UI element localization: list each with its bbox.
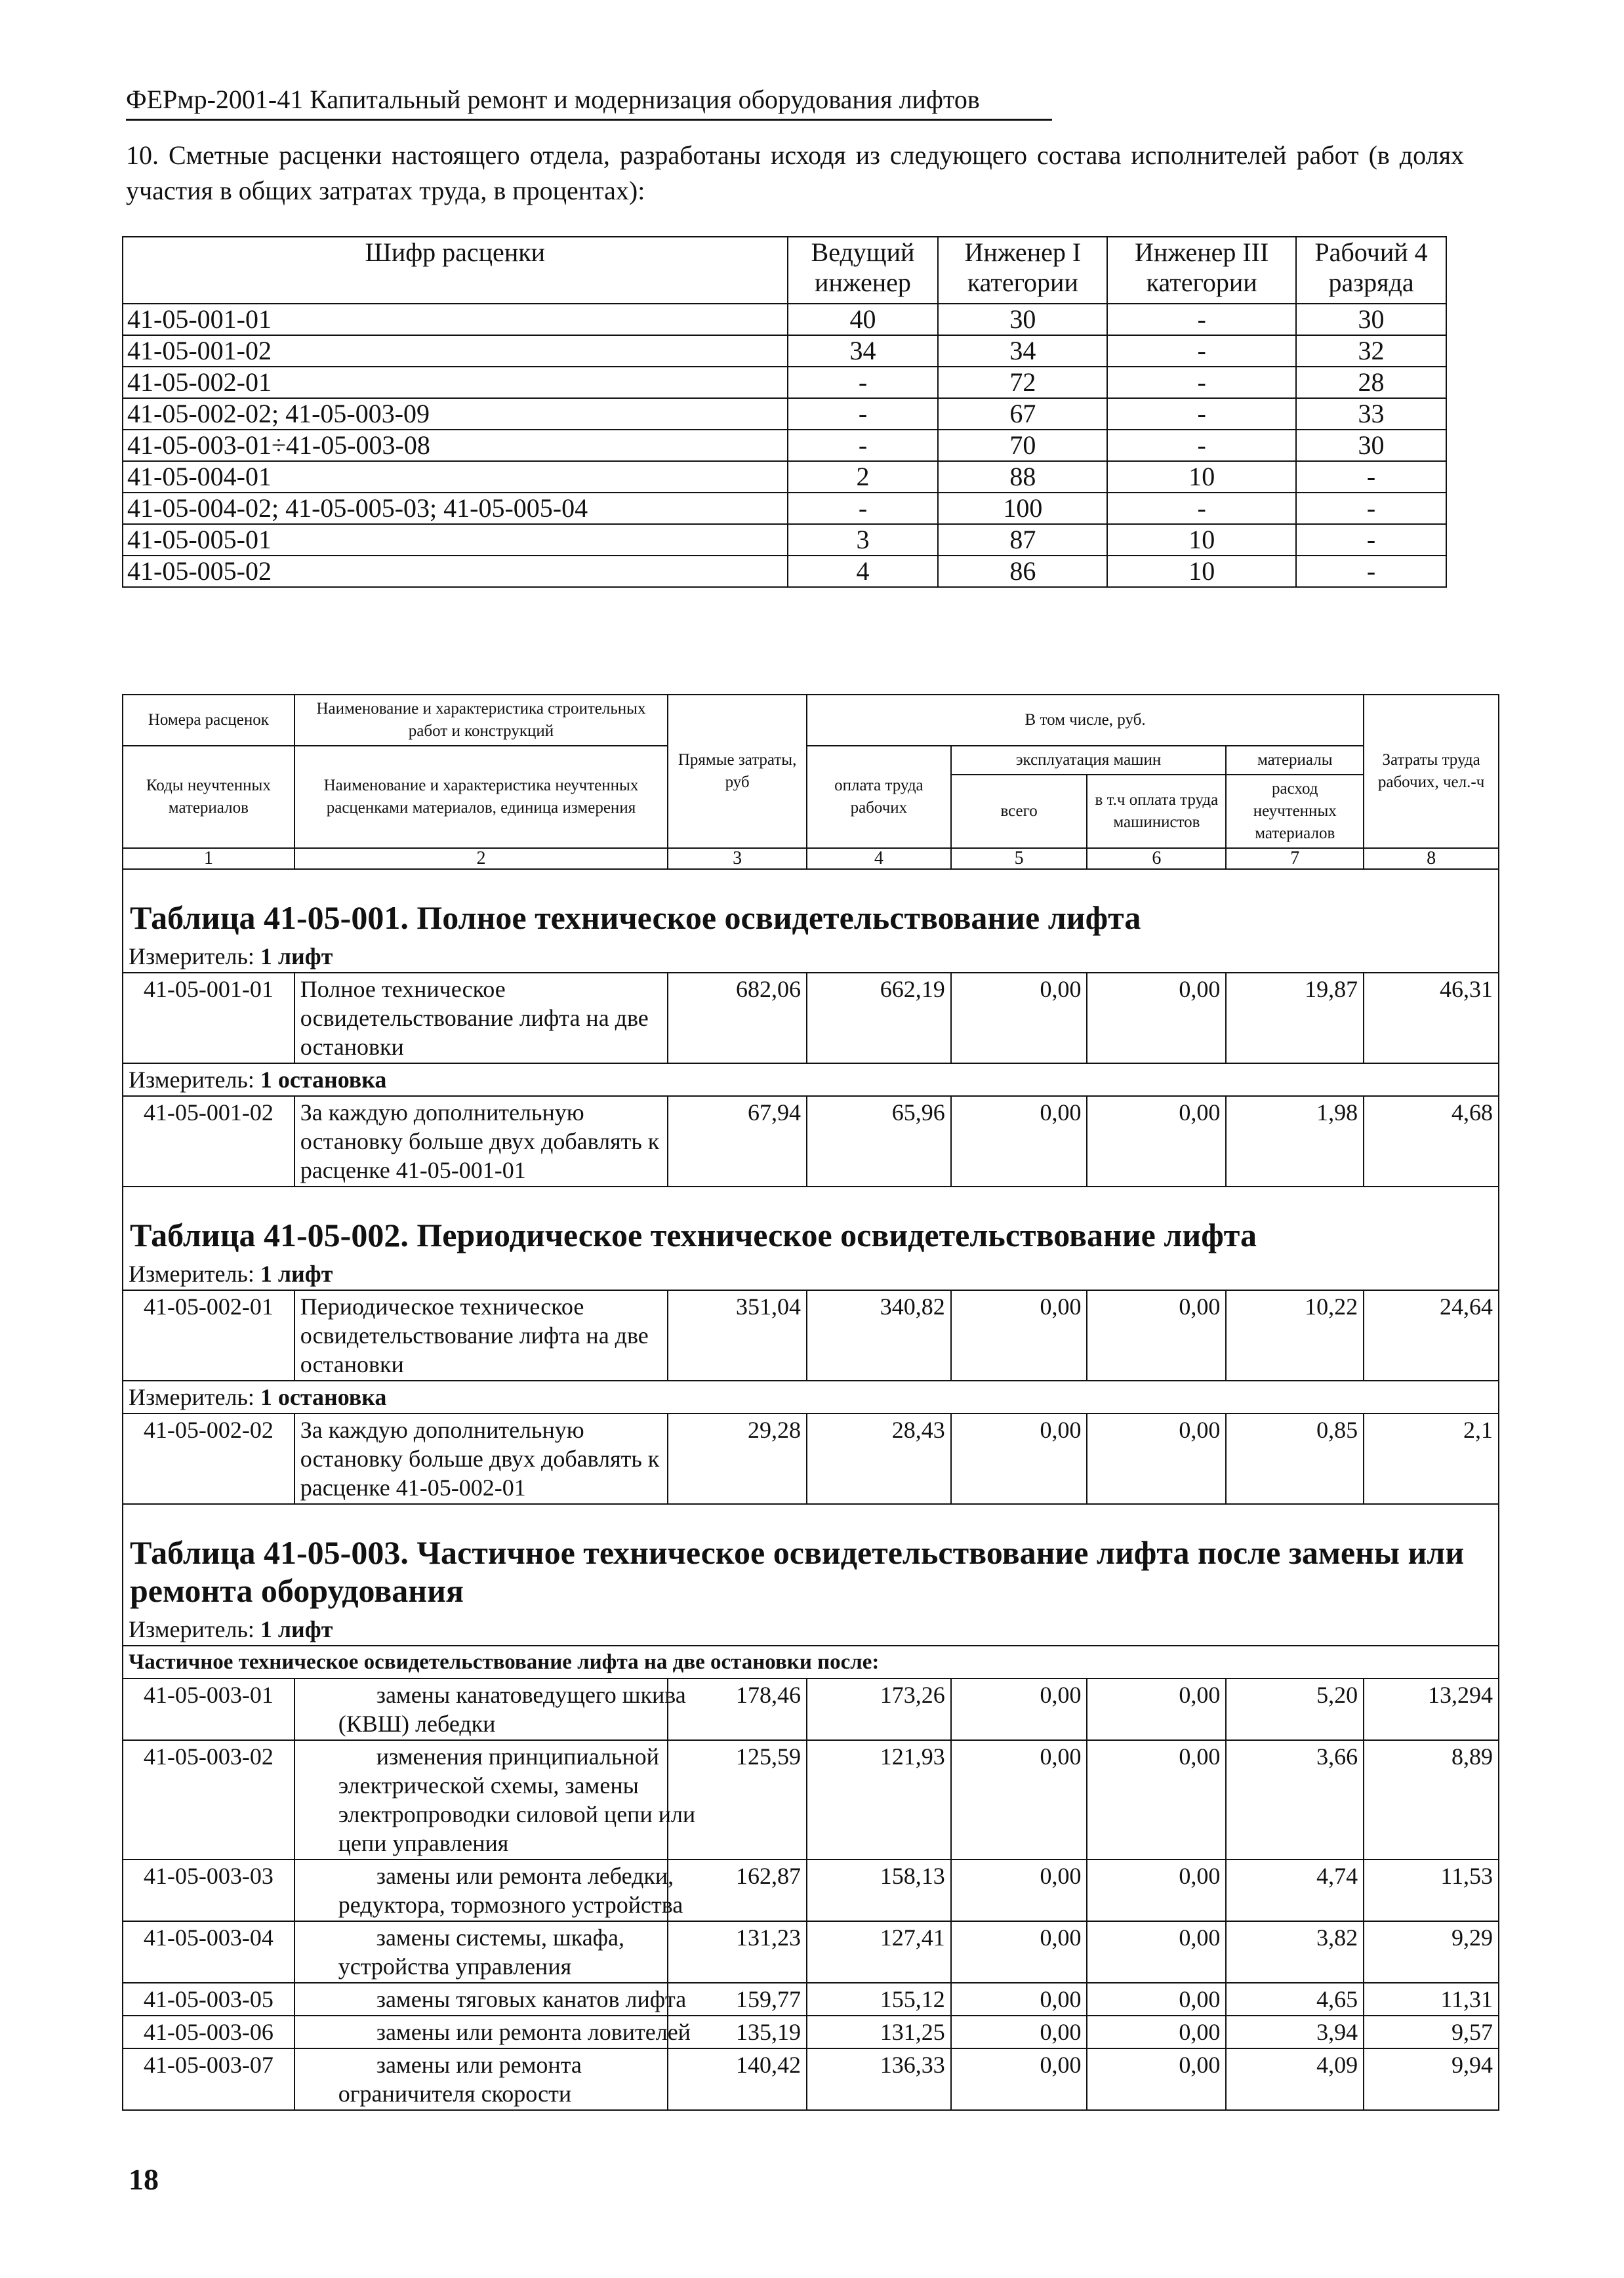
table-row [123, 1096, 1499, 1187]
value-cell-c8: 9,94 [1364, 2048, 1499, 2110]
value-cell-c5: 0,00 [951, 1414, 1087, 1504]
share-cell: 2 [788, 461, 939, 493]
value-cell-c7: 1,98 [1226, 1096, 1364, 1187]
value-cell-c7: 0,85 [1226, 1414, 1364, 1504]
rate-code-cell: 41-05-003-02 [123, 1740, 294, 1860]
column-number: 5 [951, 848, 1087, 869]
table-title: Таблица 41-05-002. Периодическое техническое освидетельствование лифта [123, 1187, 1499, 1258]
work-name-cell [294, 1921, 668, 1983]
rate-code-cell: 41-05-001-02 [123, 1096, 294, 1187]
work-name-text: замены канатоведущего шкива (КВШ) лебедки [338, 1682, 686, 1737]
value-cell-c5: 0,00 [951, 1983, 1087, 2016]
table-title-row [123, 1504, 1499, 1614]
column-number-row [123, 848, 1499, 869]
value-cell-c6: 0,00 [1087, 1290, 1226, 1381]
column-number: 2 [294, 848, 668, 869]
value-cell-c5: 0,00 [951, 1290, 1087, 1381]
measure-row [123, 1614, 1499, 1646]
measure-row [123, 1258, 1499, 1290]
measure-row [123, 941, 1499, 973]
header-machinists-pay: в т.ч оплата труда машинистов [1087, 775, 1226, 848]
share-cell: - [1296, 524, 1446, 556]
value-cell-c6: 0,00 [1087, 1983, 1226, 2016]
rate-code-cell: 41-05-002-01 [123, 367, 788, 398]
rate-code-cell: 41-05-003-04 [123, 1921, 294, 1983]
header-name-materials: Наименование и характеристика неучтенных расценками материалов, единица измерения [294, 746, 668, 848]
value-cell-c7: 4,09 [1226, 2048, 1364, 2110]
value-cell-c5: 0,00 [951, 2016, 1087, 2048]
rate-code-cell: 41-05-003-07 [123, 2048, 294, 2110]
share-cell: 30 [938, 304, 1107, 335]
rate-code-cell: 41-05-002-02; 41-05-003-09 [123, 398, 788, 430]
rate-code-cell: 41-05-002-02 [123, 1414, 294, 1504]
value-cell-c8: 9,57 [1364, 2016, 1499, 2048]
shares-header-cell: Инженер I категории [938, 237, 1107, 304]
value-cell-c8: 11,31 [1364, 1983, 1499, 2016]
header-including: В том числе, руб. [807, 695, 1364, 746]
value-cell-c7: 3,82 [1226, 1921, 1364, 1983]
rate-code-cell: 41-05-005-01 [123, 524, 788, 556]
column-number: 7 [1226, 848, 1364, 869]
work-name-cell [294, 973, 668, 1063]
value-cell-c6: 0,00 [1087, 1678, 1226, 1740]
rate-code-cell: 41-05-003-03 [123, 1860, 294, 1921]
work-name-cell [294, 1290, 668, 1381]
value-cell-c3: 125,59 [668, 1740, 807, 1860]
column-number: 6 [1087, 848, 1226, 869]
value-cell-c8: 13,294 [1364, 1678, 1499, 1740]
work-name-cell [294, 1414, 668, 1504]
value-cell-c3: 140,42 [668, 2048, 807, 2110]
value-cell-c8: 46,31 [1364, 973, 1499, 1063]
value-cell-c6: 0,00 [1087, 1860, 1226, 1921]
header-rule [126, 119, 1052, 121]
value-cell-c5: 0,00 [951, 1921, 1087, 1983]
table-title: Таблица 41-05-003. Частичное техническое освидетельствование лифта после замены или ремонта оборудования [123, 1504, 1499, 1614]
page-number: 18 [129, 2163, 159, 2196]
work-name-text: За каждую дополнительную остановку больше двух добавлять к расценке 41-05-002-01 [300, 1417, 660, 1501]
rate-code-cell: 41-05-001-01 [123, 973, 294, 1063]
header-machines-total: всего [951, 775, 1087, 848]
shares-header-cell: Ведущий инженер [788, 237, 939, 304]
share-cell: 100 [938, 493, 1107, 524]
value-cell-c8: 8,89 [1364, 1740, 1499, 1860]
running-header: ФЕРмр-2001-41 Капитальный ремонт и модернизация оборудования лифтов [126, 85, 980, 114]
header-labor-pay: оплата труда рабочих [807, 746, 951, 848]
shares-row [123, 304, 1446, 335]
value-cell-c6: 0,00 [1087, 2016, 1226, 2048]
value-cell-c3: 682,06 [668, 973, 807, 1063]
value-cell-c5: 0,00 [951, 1096, 1087, 1187]
rate-code-cell: 41-05-001-01 [123, 304, 788, 335]
measure-label: Измеритель: [129, 1384, 254, 1410]
work-name-cell [294, 2048, 668, 2110]
rate-code-cell: 41-05-004-01 [123, 461, 788, 493]
share-cell: - [1107, 335, 1296, 367]
share-cell: - [1107, 398, 1296, 430]
shares-header-cell: Шифр расценки [123, 237, 788, 304]
rates-table [122, 694, 1499, 2111]
header-codes: Коды неучтенных материалов [123, 746, 294, 848]
measure-label: Измеритель: [129, 1616, 254, 1642]
work-name-text: За каждую дополнительную остановку больше двух добавлять к расценке 41-05-001-01 [300, 1099, 660, 1183]
table-row [123, 1921, 1499, 1983]
work-name-text: Периодическое техническое освидетельствование лифта на две остановки [300, 1293, 649, 1377]
share-cell: 10 [1107, 556, 1296, 587]
rate-code-cell: 41-05-005-02 [123, 556, 788, 587]
column-number: 1 [123, 848, 294, 869]
table-row [123, 1983, 1499, 2016]
value-cell-c8: 2,1 [1364, 1414, 1499, 1504]
rates-body [123, 869, 1499, 2110]
work-name-cell [294, 1678, 686, 1740]
share-cell: - [1107, 493, 1296, 524]
measure-cell [123, 1381, 1499, 1414]
shares-row [123, 398, 1446, 430]
table-title: Таблица 41-05-001. Полное техническое освидетельствование лифта [123, 869, 1499, 941]
column-number: 4 [807, 848, 951, 869]
header-numbers: Номера расценок [123, 695, 294, 746]
table-row [123, 1290, 1499, 1381]
work-name-text: замены тяговых канатов лифта [376, 1986, 687, 2012]
value-cell-c7: 19,87 [1226, 973, 1364, 1063]
measure-label: Измеритель: [129, 943, 254, 969]
share-cell: 70 [938, 430, 1107, 461]
share-cell: - [1296, 461, 1446, 493]
share-cell: 34 [938, 335, 1107, 367]
value-cell-c4: 131,25 [807, 2016, 951, 2048]
rates-header-row-1 [123, 695, 1499, 746]
value-cell-c4: 173,26 [807, 1678, 951, 1740]
header-materials: материалы [1226, 746, 1364, 775]
measure-label: Измеритель: [129, 1261, 254, 1287]
table-title-row [123, 869, 1499, 941]
share-cell: 86 [938, 556, 1107, 587]
work-name-text: изменения принципиальной электрической схемы, замены электропроводки силовой цепи или цепи управления [338, 1743, 696, 1856]
share-cell: 87 [938, 524, 1107, 556]
value-cell-c6: 0,00 [1087, 1096, 1226, 1187]
value-cell-c3: 159,77 [668, 1983, 807, 2016]
shares-row [123, 556, 1446, 587]
table-row [123, 1860, 1499, 1921]
value-cell-c4: 136,33 [807, 2048, 951, 2110]
work-name-cell [294, 1096, 668, 1187]
share-cell: 28 [1296, 367, 1446, 398]
value-cell-c7: 3,94 [1226, 2016, 1364, 2048]
shares-header-row [123, 237, 1446, 304]
share-cell: 34 [788, 335, 939, 367]
column-number: 3 [668, 848, 807, 869]
work-name-cell [294, 1740, 696, 1860]
share-cell: - [1296, 556, 1446, 587]
header-machines: эксплуатация машин [951, 746, 1227, 775]
share-cell: - [788, 493, 939, 524]
share-cell: - [1296, 493, 1446, 524]
share-cell: 30 [1296, 304, 1446, 335]
table-row [123, 1740, 1499, 1860]
value-cell-c8: 24,64 [1364, 1290, 1499, 1381]
share-cell: 67 [938, 398, 1107, 430]
shares-body [123, 304, 1446, 587]
value-cell-c3: 135,19 [668, 2016, 807, 2048]
value-cell-c4: 662,19 [807, 973, 951, 1063]
work-name-text: замены или ремонта лебедки, редуктора, тормозного устройства [338, 1863, 683, 1918]
share-cell: 40 [788, 304, 939, 335]
value-cell-c6: 0,00 [1087, 2048, 1226, 2110]
work-name-cell [294, 1983, 687, 2016]
measure-unit: 1 остановка [260, 1384, 387, 1410]
table-row [123, 1678, 1499, 1740]
table-row [123, 973, 1499, 1063]
measure-cell [123, 941, 1499, 973]
measure-cell [123, 1063, 1499, 1096]
shares-row [123, 524, 1446, 556]
value-cell-c7: 10,22 [1226, 1290, 1364, 1381]
share-cell: - [788, 430, 939, 461]
subheader-text: Частичное техническое освидетельствование лифта на две остановки после: [123, 1646, 1499, 1678]
value-cell-c6: 0,00 [1087, 1740, 1226, 1860]
value-cell-c4: 28,43 [807, 1414, 951, 1504]
share-cell: 3 [788, 524, 939, 556]
value-cell-c6: 0,00 [1087, 1921, 1226, 1983]
measure-cell [123, 1258, 1499, 1290]
value-cell-c4: 155,12 [807, 1983, 951, 2016]
value-cell-c3: 162,87 [668, 1860, 807, 1921]
rate-code-cell: 41-05-003-05 [123, 1983, 294, 2016]
measure-unit: 1 лифт [260, 1261, 333, 1287]
work-name-text: замены системы, шкафа, устройства управления [338, 1924, 624, 1980]
rate-code-cell: 41-05-003-01 [123, 1678, 294, 1740]
subheader-row [123, 1646, 1499, 1678]
shares-row [123, 367, 1446, 398]
rate-code-cell: 41-05-004-02; 41-05-005-03; 41-05-005-04 [123, 493, 788, 524]
intro-paragraph: 10. Сметные расценки настоящего отдела, разработаны исходя из следующего состава исполнителей работ (в долях участия в общих затратах труда, в процентах): [126, 140, 1464, 205]
value-cell-c3: 67,94 [668, 1096, 807, 1187]
work-name-cell [294, 2016, 691, 2048]
rate-code-cell: 41-05-002-01 [123, 1290, 294, 1381]
shares-header-cell: Рабочий 4 разряда [1296, 237, 1446, 304]
rate-code-cell: 41-05-003-01÷41-05-003-08 [123, 430, 788, 461]
value-cell-c6: 0,00 [1087, 973, 1226, 1063]
share-cell: 32 [1296, 335, 1446, 367]
work-name-text: замены или ремонта ограничителя скорости [338, 2052, 582, 2107]
value-cell-c7: 4,74 [1226, 1860, 1364, 1921]
rates-header-row-2 [123, 746, 1499, 775]
rate-code-cell: 41-05-001-02 [123, 335, 788, 367]
value-cell-c7: 5,20 [1226, 1678, 1364, 1740]
value-cell-c5: 0,00 [951, 2048, 1087, 2110]
value-cell-c3: 351,04 [668, 1290, 807, 1381]
measure-row [123, 1063, 1499, 1096]
shares-row [123, 493, 1446, 524]
value-cell-c4: 340,82 [807, 1290, 951, 1381]
value-cell-c3: 178,46 [668, 1678, 807, 1740]
header-labor-costs: Затраты труда рабочих, чел.-ч [1364, 695, 1499, 848]
table-row [123, 2048, 1499, 2110]
share-cell: - [1107, 430, 1296, 461]
table-row [123, 1414, 1499, 1504]
value-cell-c4: 121,93 [807, 1740, 951, 1860]
share-cell: - [1107, 367, 1296, 398]
value-cell-c4: 65,96 [807, 1096, 951, 1187]
value-cell-c3: 131,23 [668, 1921, 807, 1983]
table-row [123, 2016, 1499, 2048]
header-material-cost: расход неучтенных материалов [1226, 775, 1364, 848]
value-cell-c8: 11,53 [1364, 1860, 1499, 1921]
value-cell-c5: 0,00 [951, 1678, 1087, 1740]
share-cell: - [1107, 304, 1296, 335]
rate-code-cell: 41-05-003-06 [123, 2016, 294, 2048]
share-cell: 72 [938, 367, 1107, 398]
value-cell-c5: 0,00 [951, 1860, 1087, 1921]
value-cell-c5: 0,00 [951, 973, 1087, 1063]
value-cell-c8: 9,29 [1364, 1921, 1499, 1983]
share-cell: 33 [1296, 398, 1446, 430]
value-cell-c6: 0,00 [1087, 1414, 1226, 1504]
share-cell: 10 [1107, 524, 1296, 556]
share-cell: - [788, 398, 939, 430]
value-cell-c8: 4,68 [1364, 1096, 1499, 1187]
shares-row [123, 461, 1446, 493]
work-name-text: Полное техническое освидетельствование лифта на две остановки [300, 976, 649, 1060]
value-cell-c4: 127,41 [807, 1921, 951, 1983]
executors-share-table [122, 236, 1447, 588]
value-cell-c3: 29,28 [668, 1414, 807, 1504]
value-cell-c7: 3,66 [1226, 1740, 1364, 1860]
shares-header-cell: Инженер III категории [1107, 237, 1296, 304]
work-name-cell [294, 1860, 683, 1921]
measure-unit: 1 лифт [260, 943, 333, 969]
measure-label: Измеритель: [129, 1067, 254, 1093]
measure-unit: 1 остановка [260, 1067, 387, 1093]
work-name-text: замены или ремонта ловителей [376, 2019, 691, 2045]
share-cell: 10 [1107, 461, 1296, 493]
share-cell: 4 [788, 556, 939, 587]
share-cell: 88 [938, 461, 1107, 493]
header-name-works: Наименование и характеристика строительных работ и конструкций [294, 695, 668, 746]
column-number: 8 [1364, 848, 1499, 869]
measure-cell [123, 1614, 1499, 1646]
share-cell: 30 [1296, 430, 1446, 461]
table-title-row [123, 1187, 1499, 1258]
value-cell-c5: 0,00 [951, 1740, 1087, 1860]
value-cell-c4: 158,13 [807, 1860, 951, 1921]
measure-unit: 1 лифт [260, 1616, 333, 1642]
shares-row [123, 430, 1446, 461]
share-cell: - [788, 367, 939, 398]
measure-row [123, 1381, 1499, 1414]
value-cell-c7: 4,65 [1226, 1983, 1364, 2016]
shares-row [123, 335, 1446, 367]
header-direct-costs: Прямые затраты, руб [668, 695, 807, 848]
